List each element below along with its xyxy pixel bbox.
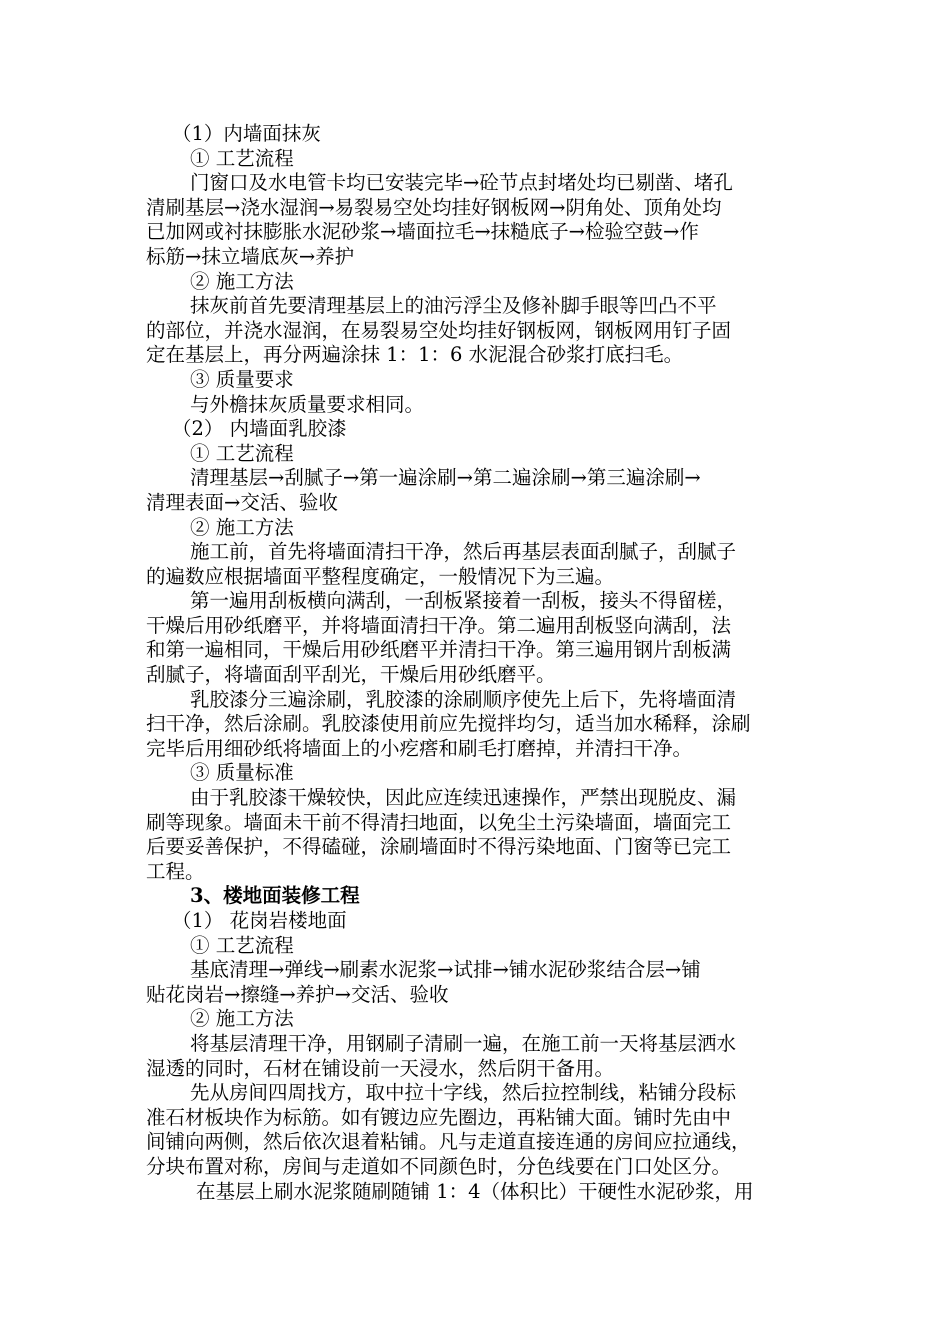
paragraph-line: 刷等现象。墙面未干前不得清扫地面，以免尘土污染墙面，墙面完工 — [146, 810, 732, 834]
paragraph-line: 与外檐抹灰质量要求相同。 — [190, 392, 425, 416]
paragraph-line: 基底清理→弹线→刷素水泥浆→试排→铺水泥砂浆结合层→铺 — [190, 958, 701, 982]
subheading-construction-method: ② 施工方法 — [190, 1007, 294, 1031]
paragraph-line: 和第一遍相同，干燥后用砂纸磨平并清扫干净。第三遍用钢片刮板满 — [146, 638, 732, 662]
paragraph-line: 将基层清理干净，用钢刷子清刷一遍，在施工前一天将基层洒水 — [190, 1031, 737, 1055]
paragraph-line: 干燥后用砂纸磨平，并将墙面清扫干净。第二遍用刮板竖向满刮，法 — [146, 613, 732, 637]
paragraph-line: 准石材板块作为标筋。如有镀边应先圈边，再粘铺大面。铺时先由中 — [146, 1105, 732, 1129]
subheading-quality-standard: ③ 质量标准 — [190, 761, 294, 785]
paragraph-line: 由于乳胶漆干燥较快，因此应连续迅速操作，严禁出现脱皮、漏 — [190, 786, 737, 810]
subheading-quality-requirement: ③ 质量要求 — [190, 367, 294, 391]
paragraph-line: 抹灰前首先要清理基层上的油污浮尘及修补脚手眼等凹凸不平 — [190, 294, 717, 318]
subheading-process-flow: ① 工艺流程 — [190, 146, 294, 170]
subheading-construction-method: ② 施工方法 — [190, 515, 294, 539]
document-page — [146, 122, 822, 1204]
paragraph-line: 门窗口及水电管卡均已安装完毕→砼节点封堵处均已剔凿、堵孔 — [190, 171, 733, 195]
paragraph-line: 清理基层→刮腻子→第一遍涂刷→第二遍涂刷→第三遍涂刷→ — [190, 466, 701, 490]
chapter-heading-floor-finishing: 3、楼地面装修工程 — [190, 884, 360, 908]
paragraph-line: 湿透的同时，石材在铺设前一天浸水，然后阴干备用。 — [146, 1056, 615, 1080]
paragraph-line: 在基层上刷水泥浆随刷随铺 1：4（体积比）干硬性水泥砂浆，用 — [196, 1179, 754, 1203]
section-heading-latex-paint: （2） 内墙面乳胶漆 — [172, 417, 347, 441]
subheading-construction-method: ② 施工方法 — [190, 269, 294, 293]
paragraph-line: 完毕后用细砂纸将墙面上的小疙瘩和刷毛打磨掉，并清扫干净。 — [146, 736, 693, 760]
section-heading-interior-plaster: （1）内墙面抹灰 — [172, 122, 321, 145]
paragraph-line: 已加网或衬抹膨胀水泥砂浆→墙面拉毛→抹糙底子→检验空鼓→作 — [146, 220, 699, 244]
paragraph-line: 贴花岗岩→擦缝→养护→交活、验收 — [146, 982, 449, 1006]
paragraph-line: 后要妥善保护，不得磕碰，涂刷墙面时不得污染地面、门窗等已完工 — [146, 835, 732, 859]
paragraph-line: 乳胶漆分三遍涂刷，乳胶漆的涂刷顺序使先上后下，先将墙面清 — [190, 687, 737, 711]
paragraph-line: 施工前，首先将墙面清扫干净，然后再基层表面刮腻子，刮腻子 — [190, 540, 737, 564]
paragraph-line: 第一遍用刮板横向满刮，一刮板紧接着一刮板，接头不得留槎， — [190, 589, 737, 613]
paragraph-line: 分块布置对称，房间与走道如不同颜色时，分色线要在门口处区分。 — [146, 1154, 732, 1178]
paragraph-line: 的部位，并浇水湿润，在易裂易空处均挂好钢板网，钢板网用钉子固 — [146, 318, 732, 342]
paragraph-line: 扫干净，然后涂刷。乳胶漆使用前应先搅拌均匀，适当加水稀释，涂刷 — [146, 712, 751, 736]
paragraph-line: 标筋→抹立墙底灰→养护 — [146, 244, 355, 268]
subheading-process-flow: ① 工艺流程 — [190, 441, 294, 465]
paragraph-line: 工程。 — [146, 859, 205, 883]
paragraph-line: 定在基层上，再分两遍涂抹 1：1：6 水泥混合砂浆打底扫毛。 — [146, 343, 684, 367]
paragraph-line: 清刷基层→浇水湿润→易裂易空处均挂好钢板网→阴角处、顶角处均 — [146, 195, 722, 219]
paragraph-line: 清理表面→交活、验收 — [146, 490, 338, 514]
paragraph-line: 刮腻子，将墙面刮平刮光，干燥后用砂纸磨平。 — [146, 663, 556, 687]
paragraph-line: 先从房间四周找方，取中拉十字线，然后拉控制线，粘铺分段标 — [190, 1081, 737, 1105]
subheading-process-flow: ① 工艺流程 — [190, 933, 294, 957]
section-heading-granite-floor: （1） 花岗岩楼地面 — [172, 909, 347, 932]
paragraph-line: 的遍数应根据墙面平整程度确定，一般情况下为三遍。 — [146, 564, 615, 588]
paragraph-line: 间铺向两侧，然后依次退着粘铺。凡与走道直接连通的房间应拉通线， — [146, 1130, 751, 1154]
